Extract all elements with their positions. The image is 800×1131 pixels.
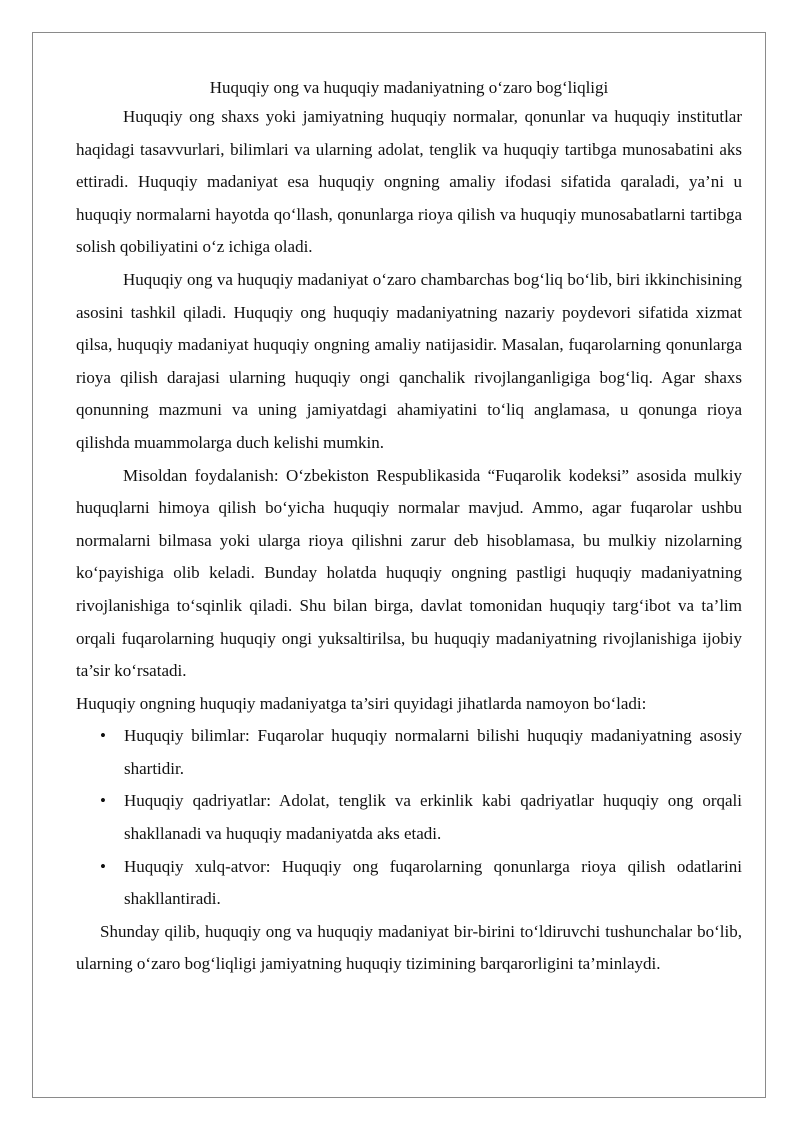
document-body: [76, 74, 742, 981]
document-title: Huquqiy ong va huquqiy madaniyatning o‘zaro bog‘liqligi: [209, 78, 609, 97]
bullet-icon: •: [100, 726, 106, 746]
bullet-icon: •: [100, 856, 106, 876]
list-item-text: Huquqiy qadriyatlar: Adolat, tenglik va erkinlik kabi qadriyatlar huquqiy ong orqali shakllanadi va huquqiy madaniyatda aks etadi.: [124, 791, 742, 844]
conclusion-paragraph: Shunday qilib, huquqiy ong va huquqiy madaniyat bir-birini to‘ldiruvchi tushunchalar bo‘lib, ularning o‘zaro bog‘liqligi jamiyatning huquqiy tizimining barqarorligini ta’minlaydi.: [76, 921, 742, 974]
list-item: [76, 720, 742, 785]
paragraph-3: Misoldan foydalanish: O‘zbekiston Respublikasida “Fuqarolik kodeksi” asosida mulkiy huquqlarni himoya qilish bo‘yicha huquqiy normalar mavjud. Ammo, agar fuqarolar ushbu normalarni bilmasa yoki ularga rioya qilishni zarur deb hisoblamasa, bu mulkiy nizolarning ko‘payishiga olib keladi. Bunday holatda huquqiy ongning pastligi huquqiy madaniyatning rivojlanishiga to‘sqinlik qiladi. Shu bilan birga, davlat tomonidan huquqiy targ‘ibot va ta’lim orqali fuqarolarning huquqiy ongi yuksaltirilsa, bu huquqiy madaniyatning rivojlanishiga ijobiy ta’sir ko‘rsatadi.: [76, 465, 742, 681]
paragraph-1: Huquqiy ong shaxs yoki jamiyatning huquqiy normalar, qonunlar va huquqiy institutlar haqidagi tasavvurlari, bilimlari va ularning adolat, tenglik va huquqiy tartibga munosabatini aks ettiradi. Huquqiy madaniyat esa huquqiy ongning amaliy ifodasi sifatida qaraladi, ya’ni u huquqiy normalarni hayotda qo‘llash, qonunlarga rioya qilish va huquqiy munosabatlarni tartibga solish qobiliyatini o‘z ichiga oladi.: [76, 107, 742, 257]
bullet-list: [76, 720, 742, 916]
list-item: [76, 851, 742, 916]
list-intro: Huquqiy ongning huquqiy madaniyatga ta’siri quyidagi jihatlarda namoyon bo‘ladi:: [76, 693, 647, 713]
bullet-icon: •: [100, 791, 106, 811]
paragraph-2: Huquqiy ong va huquqiy madaniyat o‘zaro chambarchas bog‘liq bo‘lib, biri ikkinchisining asosini tashkil qiladi. Huquqiy ong huquqiy madaniyatning nazariy poydevori sifatida xizmat qilsa, huquqiy madaniyat huquqiy ongning amaliy natijasidir. Masalan, fuqarolarning qonunlarga rioya qilish darajasi ularning huquqiy ongi qanchalik rivojlanganligiga bog‘liq. Agar shaxs qonunning mazmuni va uning jamiyatdagi ahamiyatini to‘liq anglamasa, u qonunga rioya qilishda muammolarga duch kelishi mumkin.: [76, 269, 742, 452]
list-item-text: Huquqiy xulq-atvor: Huquqiy ong fuqarolarning qonunlarga rioya qilish odatlarini shakllantiradi.: [124, 856, 742, 909]
list-item: [76, 785, 742, 850]
list-item-text: Huquqiy bilimlar: Fuqarolar huquqiy normalarni bilishi huquqiy madaniyatning asosiy shartidir.: [124, 726, 742, 778]
